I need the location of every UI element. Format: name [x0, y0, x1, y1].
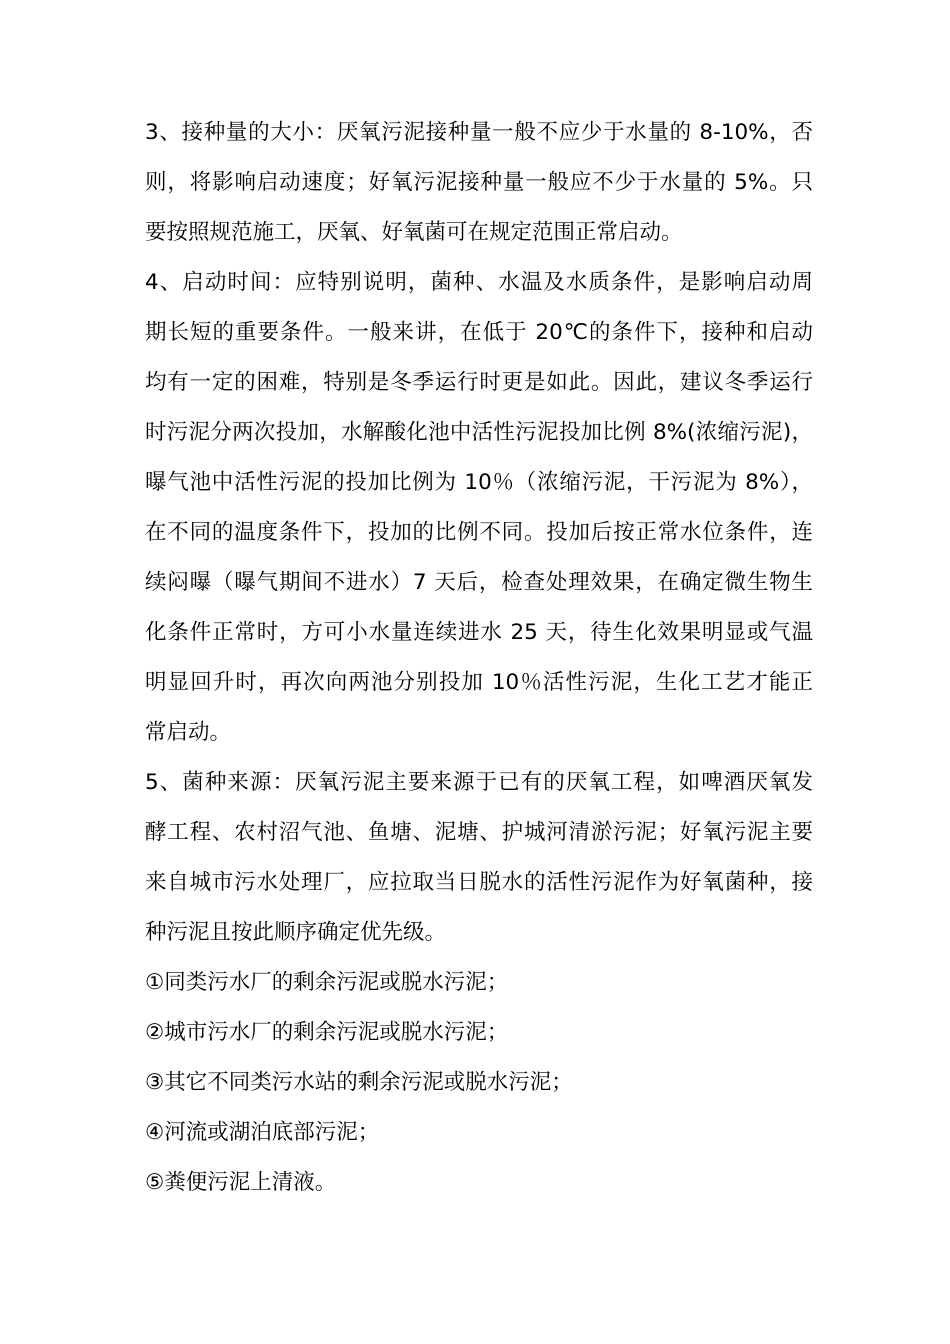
text-line: 时污泥分两次投加，水解酸化池中活性污泥投加比例 8%(浓缩污泥)， — [145, 420, 813, 445]
text-line: 曝气池中活性污泥的投加比例为 10％（浓缩污泥，干污泥为 8%）， — [145, 470, 813, 495]
paragraph-seed-sources — [145, 758, 813, 958]
paragraph-startup-time — [145, 258, 813, 758]
list-item: ①同类污水厂的剩余污泥或脱水污泥； — [145, 970, 509, 995]
list-item: ②城市污水厂的剩余污泥或脱水污泥； — [145, 1020, 509, 1045]
text-line: 4、启动时间：应特别说明，菌种、水温及水质条件，是影响启动周 — [145, 270, 813, 295]
text-line: 5、菌种来源：厌氧污泥主要来源于已有的厌氧工程，如啤酒厌氧发 — [145, 770, 813, 795]
text-line: 要按照规范施工，厌氧、好氧菌可在规定范围正常启动。 — [145, 220, 683, 245]
text-line: 常启动。 — [145, 720, 232, 745]
list-item: ④河流或湖泊底部污泥； — [145, 1120, 380, 1145]
list-item: ⑤粪便污泥上清液。 — [145, 1170, 337, 1195]
text-line: 酵工程、农村沼气池、鱼塘、泥塘、护城河清淤污泥；好氧污泥主要 — [145, 820, 813, 845]
list-item: ③其它不同类污水站的剩余污泥或脱水污泥； — [145, 1070, 573, 1095]
text-line: 续闷曝（曝气期间不进水）7 天后，检查处理效果，在确定微生物生 — [145, 570, 813, 595]
text-line: 均有一定的困难，特别是冬季运行时更是如此。因此，建议冬季运行 — [145, 370, 813, 395]
text-line: 3、接种量的大小：厌氧污泥接种量一般不应少于水量的 8-10%，否 — [145, 120, 813, 145]
text-line: 明显回升时，再次向两池分别投加 10％活性污泥，生化工艺才能正 — [145, 670, 813, 695]
text-line: 种污泥且按此顺序确定优先级。 — [145, 920, 447, 945]
text-line: 来自城市污水处理厂，应拉取当日脱水的活性污泥作为好氧菌种，接 — [145, 870, 813, 895]
text-line: 期长短的重要条件。一般来讲，在低于 20℃的条件下，接种和启动 — [145, 320, 813, 345]
text-line: 在不同的温度条件下，投加的比例不同。投加后按正常水位条件，连 — [145, 520, 813, 545]
paragraph-inoculum-amount — [145, 108, 813, 258]
priority-list — [145, 958, 813, 1208]
text-line: 则，将影响启动速度；好氧污泥接种量一般应不少于水量的 5%。只 — [145, 170, 813, 195]
document-body — [145, 108, 813, 1208]
text-line: 化条件正常时，方可小水量连续进水 25 天，待生化效果明显或气温 — [145, 620, 813, 645]
